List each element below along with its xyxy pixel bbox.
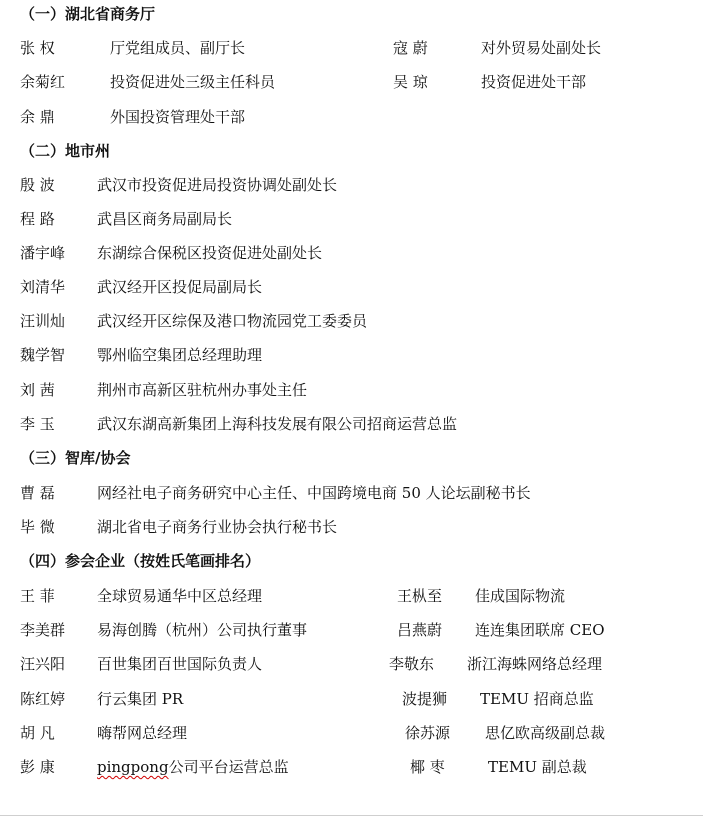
list-item — [0, 515, 703, 539]
person-title: 外国投资管理处干部 — [110, 108, 246, 126]
person-title: 行云集团 PR — [97, 690, 184, 708]
person-name: 彭 康 — [20, 758, 55, 776]
person-title — [97, 755, 289, 779]
person-title: TEMU 招商总监 — [480, 690, 594, 708]
person-name: 潘宇峰 — [20, 244, 66, 262]
person-name: 曹 磊 — [20, 484, 55, 502]
person-name: 李 玉 — [20, 415, 55, 433]
person-name: 余 鼎 — [20, 108, 55, 126]
list-item — [0, 36, 703, 60]
section-heading-cities: （二）地市州 — [20, 142, 111, 160]
list-item — [0, 584, 703, 608]
list-item — [0, 412, 703, 436]
list-item — [0, 309, 703, 333]
person-title: 连连集团联席 CEO — [475, 621, 605, 639]
person-name: 李美群 — [20, 621, 66, 639]
person-name: 吴 琼 — [393, 73, 428, 91]
person-title: 浙江海蛛网络总经理 — [467, 655, 603, 673]
person-name: 殷 波 — [20, 176, 55, 194]
section-heading-provincial-commerce: （一）湖北省商务厅 — [20, 5, 156, 23]
person-title: 思亿欧高级副总裁 — [485, 724, 606, 742]
person-name: 刘 茜 — [20, 381, 55, 399]
person-name: 刘清华 — [20, 278, 66, 296]
section-heading-think-tanks: （三）智库/协会 — [20, 449, 131, 467]
list-item — [0, 343, 703, 367]
person-name: 毕 微 — [20, 518, 55, 536]
person-name: 张 权 — [20, 39, 55, 57]
person-name: 汪训灿 — [20, 312, 66, 330]
person-title: 厅党组成员、副厅长 — [110, 39, 246, 57]
person-title: TEMU 副总裁 — [488, 758, 587, 776]
list-item — [0, 481, 703, 505]
page-bottom-divider — [0, 815, 703, 816]
person-title: 武昌区商务局副局长 — [97, 210, 233, 228]
person-name: 王枞至 — [397, 587, 443, 605]
person-title-rest: 公司平台运营总监 — [168, 758, 289, 776]
person-title: 荆州市高新区驻杭州办事处主任 — [97, 381, 308, 399]
person-title: 投资促进处干部 — [481, 73, 587, 91]
list-item — [0, 687, 703, 711]
person-name: 王 菲 — [20, 587, 55, 605]
person-title: 投资促进处三级主任科员 — [110, 73, 276, 91]
person-title: 鄂州临空集团总经理助理 — [97, 346, 263, 364]
person-title: 湖北省电子商务行业协会执行秘书长 — [97, 518, 338, 536]
list-item — [0, 70, 703, 94]
list-item — [0, 241, 703, 265]
person-name: 波提狮 — [402, 690, 448, 708]
person-name: 魏学智 — [20, 346, 66, 364]
person-name: 陈红婷 — [20, 690, 66, 708]
list-item — [0, 105, 703, 129]
person-name: 胡 凡 — [20, 724, 55, 742]
person-name: 李敬东 — [389, 655, 435, 673]
person-name: 汪兴阳 — [20, 655, 66, 673]
person-name: 寇 蔚 — [393, 39, 428, 57]
list-item — [0, 275, 703, 299]
person-title: 武汉经开区综保及港口物流园党工委委员 — [97, 312, 368, 330]
person-title: 武汉东湖高新集团上海科技发展有限公司招商运营总监 — [97, 415, 458, 433]
list-item — [0, 721, 703, 745]
person-title: 百世集团百世国际负责人 — [97, 655, 263, 673]
list-item — [0, 378, 703, 402]
person-title: 嗨帮网总经理 — [97, 724, 188, 742]
person-title: 网经社电子商务研究中心主任、中国跨境电商 50 人论坛副秘书长 — [97, 484, 531, 502]
list-item — [0, 173, 703, 197]
person-name: 吕燕蔚 — [397, 621, 443, 639]
person-title: 对外贸易处副处长 — [481, 39, 602, 57]
list-item — [0, 755, 703, 779]
person-name: 余菊红 — [20, 73, 66, 91]
list-item — [0, 652, 703, 676]
list-item — [0, 207, 703, 231]
section-heading-companies: （四）参会企业（按姓氏笔画排名） — [20, 552, 261, 570]
person-title: 武汉市投资促进局投资协调处副处长 — [97, 176, 338, 194]
list-item — [0, 618, 703, 642]
person-name: 程 路 — [20, 210, 55, 228]
person-name: 徐苏源 — [405, 724, 451, 742]
person-title: 佳成国际物流 — [475, 587, 566, 605]
person-title: 易海创腾（杭州）公司执行董事 — [97, 621, 308, 639]
person-name: 椰 枣 — [410, 758, 445, 776]
person-title: 东湖综合保税区投资促进处副处长 — [97, 244, 323, 262]
person-title: 武汉经开区投促局副局长 — [97, 278, 263, 296]
spellcheck-underlined-word[interactable]: pingpong — [97, 758, 169, 776]
person-title: 全球贸易通华中区总经理 — [97, 587, 263, 605]
